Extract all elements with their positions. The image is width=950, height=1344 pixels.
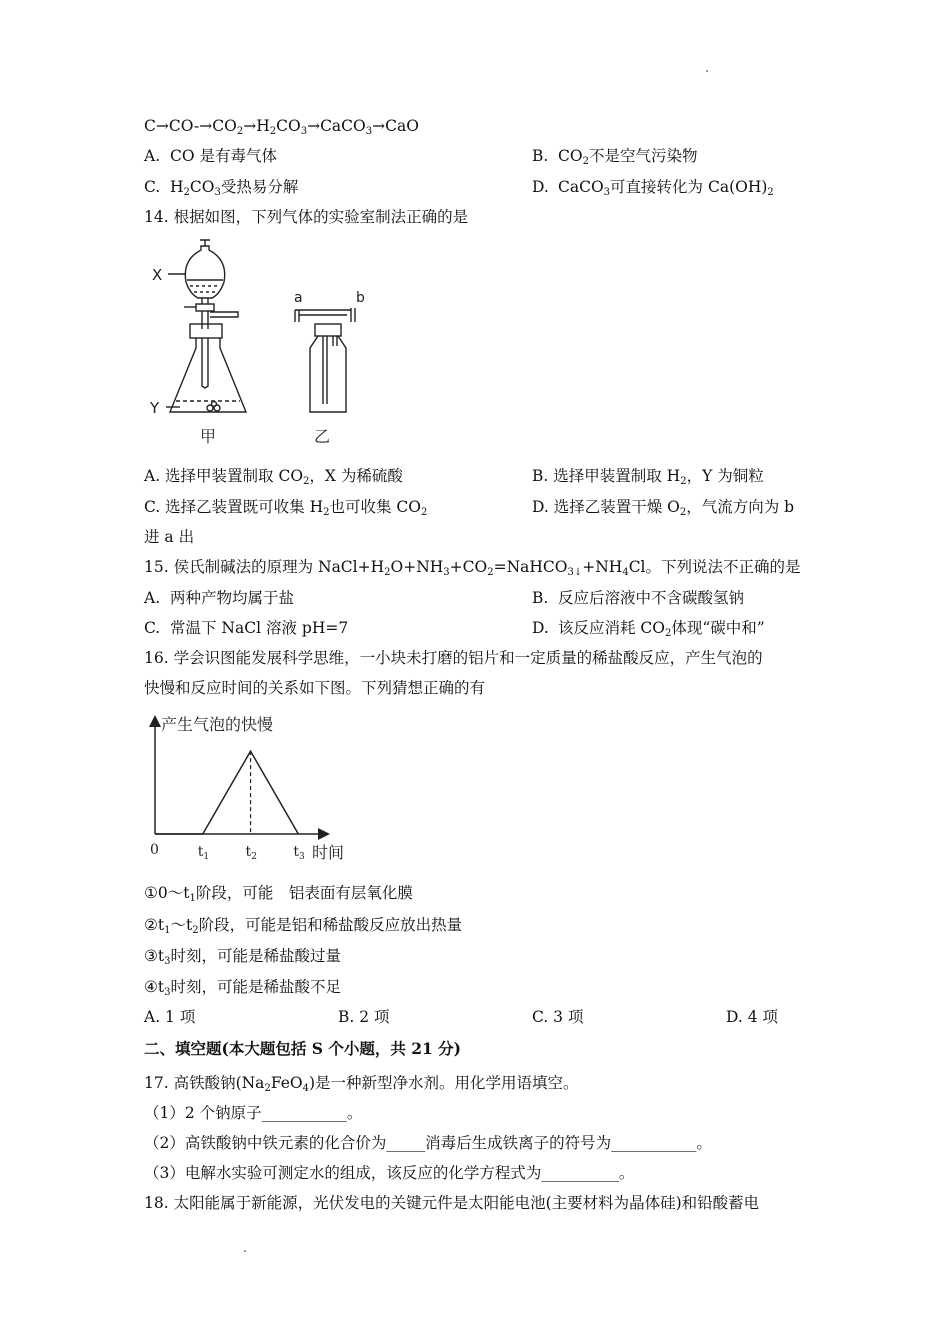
- label-a: a: [294, 290, 303, 306]
- tube-b-stub: [330, 310, 351, 315]
- q14-apparatus-figure: [140, 236, 390, 450]
- funnel-stem-upper: [202, 298, 208, 304]
- q15-option-b: B. 反应后溶液中不含碳酸氢钠: [532, 589, 745, 607]
- solid-granule: [212, 402, 217, 407]
- q13-option-d: D. CaCO$_3$可直接转化为 $Ca(OH)_2$: [532, 178, 774, 198]
- q13-option-b: B. $CO_2$不是空气污染物: [532, 147, 698, 167]
- scan-speck: [706, 70, 708, 72]
- tube-a: [295, 310, 299, 322]
- x-tick-label-t3: $t_3$: [293, 844, 305, 862]
- label-b: b: [356, 290, 365, 306]
- q14-option-d: D. 选择乙装置干燥 $O_2$，气流方向为 b: [532, 498, 795, 518]
- q13-option-a: A. CO 是有毒气体: [144, 147, 277, 165]
- q15-option-d: D. 该反应消耗 $CO_2$体现“碳中和”: [532, 619, 765, 639]
- q18-stem: 18. 太阳能属于新能源，光伏发电的关键元件是太阳能电池(主要材料为晶体硅)和铅酸蓄电: [144, 1194, 760, 1212]
- rubber-stopper-b: [315, 324, 341, 336]
- funnel-stopper: [200, 240, 210, 246]
- tube-a-stub: [295, 310, 330, 315]
- q16-option-b: B. 2 项: [338, 1008, 390, 1026]
- label-x: X: [152, 266, 163, 284]
- q14-option-b: B. 选择甲装置制取 $H_2$，Y 为铜粒: [532, 467, 764, 487]
- label-y: Y: [150, 399, 160, 417]
- q17-subquestion-2: （2）高铁酸钠中铁元素的化合价为_____消毒后生成铁离子的符号为___________。: [144, 1134, 712, 1152]
- series-line: [155, 751, 298, 834]
- label-jia: 甲: [200, 427, 217, 446]
- y-axis-label: 产生气泡的快慢: [161, 715, 274, 734]
- q14-option-c: C. 选择乙装置既可收集 $H_2$也可收集 $CO_2$: [144, 498, 428, 518]
- gas-washing-bottle: [310, 336, 346, 412]
- q15-option-a: A. 两种产物均属于盐: [144, 589, 295, 607]
- q16-statement-4: $④t_3$时刻，可能是稀盐酸不足: [144, 978, 342, 998]
- q14-option-d-continued: 进 a 出: [144, 528, 195, 546]
- label-yi: 乙: [314, 427, 331, 446]
- q17-subquestion-3: （3）电解水实验可测定水的组成，该反应的化学方程式为__________。: [144, 1164, 635, 1182]
- q17-stem: 17. 高铁酸钠$(Na_2FeO_4)$是一种新型净水剂。用化学用语填空。: [144, 1074, 579, 1094]
- q15-option-c: C. 常温下 NaCl 溶液 pH=7: [144, 619, 349, 637]
- scan-speck: [244, 1250, 246, 1252]
- q13-reaction-chain: $C\to CO-\to CO_2\to H_2CO_3\to CaCO_3\to CaO$: [144, 117, 419, 137]
- q16-statement-2: $②t_1\sim t_2$阶段，可能是铝和稀盐酸反应放出热量: [144, 916, 463, 936]
- delivery-tube-a: [210, 312, 238, 317]
- funnel-stem-lower: [202, 311, 208, 329]
- q16-option-a: A. 1 项: [144, 1008, 196, 1026]
- separatory-funnel: [185, 246, 224, 298]
- q16-statement-1: $①0\sim t_1$阶段，可能 铝表面有层氧化膜: [144, 884, 413, 904]
- stopcock: [196, 304, 214, 311]
- q17-subquestion-1: （1）2 个钠原子___________。: [144, 1104, 363, 1122]
- long-tube-inside: [323, 336, 327, 404]
- q16-stem-line1: 16. 学会识图能发展科学思维，一小块未打磨的铝片和一定质量的稀盐酸反应，产生气泡的: [144, 649, 763, 667]
- x-tick-label-t1: $t_1$: [197, 844, 210, 862]
- section-2-heading: 二、填空题(本大题包括 S 个小题，共 21 分): [144, 1039, 462, 1058]
- q14-option-a: A. 选择甲装置制取 $CO_2$，X 为稀硫酸: [144, 467, 403, 487]
- q16-stem-line2: 快慢和反应时间的关系如下图。下列猜想正确的有: [144, 679, 486, 697]
- q16-statement-3: $③t_3$时刻，可能是稀盐酸过量: [144, 947, 342, 967]
- q13-option-c: C. $H_2CO_3$受热易分解: [144, 178, 299, 198]
- rubber-stopper-a: [190, 324, 222, 338]
- q16-option-c: C. 3 项: [532, 1008, 584, 1026]
- x-tick-label-t2: $t_2$: [245, 844, 257, 862]
- q16-option-d: D. 4 项: [726, 1008, 779, 1026]
- q15-stem: 15. 侯氏制碱法的原理为 $NaCl+H_2O+NH_3+CO_2=NaHCO_{3↓}+NH_4Cl$。下列说法不正确的是: [144, 558, 801, 578]
- funnel-stem-in-flask: [202, 338, 208, 388]
- tube-b: [351, 308, 355, 322]
- x-axis-label: 时间: [312, 843, 345, 862]
- origin-label: 0: [150, 842, 159, 858]
- short-tube-inside: [333, 336, 337, 346]
- q16-rate-time-chart: [142, 708, 362, 868]
- q14-stem: 14. 根据如图，下列气体的实验室制法正确的是: [144, 208, 469, 226]
